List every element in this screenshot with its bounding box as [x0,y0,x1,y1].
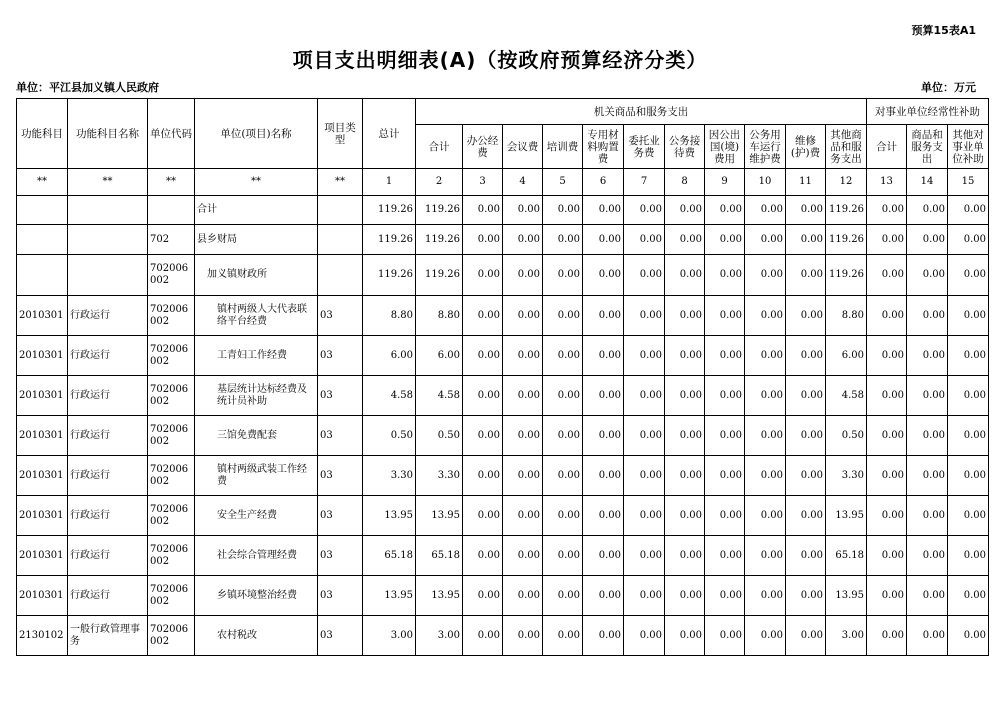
cell-value-9: 0.00 [705,376,745,416]
header-sub-7: 公务接待费 [665,125,705,169]
cell-value-14: 0.00 [907,336,948,376]
header-sub-9: 公务用车运行维护费 [745,125,786,169]
cell-value-14: 0.00 [907,376,948,416]
cell-value-7: 0.00 [624,376,665,416]
cell-value-8: 0.00 [665,225,705,255]
cell-value-6: 0.00 [583,536,624,576]
cell-value-9: 0.00 [705,296,745,336]
cell-value-13: 0.00 [867,496,907,536]
cell-value-1: 4.58 [363,376,416,416]
column-index-2: ** [148,169,195,196]
cell-value-2: 6.00 [416,336,463,376]
cell-value-12: 4.58 [826,376,867,416]
cell-value-13: 0.00 [867,416,907,456]
cell-value-15: 0.00 [948,456,989,496]
cell-value-15: 0.00 [948,496,989,536]
cell-value-10: 0.00 [745,336,786,376]
cell-func-code [17,196,68,225]
cell-value-5: 0.00 [543,416,583,456]
cell-value-11: 0.00 [786,225,826,255]
header-func-code: 功能科目 [17,99,68,169]
cell-value-3: 0.00 [463,456,503,496]
cell-func-name: 行政运行 [68,376,148,416]
cell-value-7: 0.00 [624,456,665,496]
table-row [17,376,989,416]
cell-value-5: 0.00 [543,456,583,496]
cell-project-name: 安全生产经费 [195,496,318,536]
cell-value-1: 13.95 [363,576,416,616]
cell-value-13: 0.00 [867,255,907,296]
cell-value-2: 13.95 [416,576,463,616]
cell-value-1: 119.26 [363,196,416,225]
cell-value-10: 0.00 [745,536,786,576]
header-sub-14: 其他对事业单位补助 [948,125,989,169]
column-index-8: 4 [503,169,543,196]
cell-project-type: 03 [318,296,363,336]
cell-value-6: 0.00 [583,296,624,336]
column-index-19: 15 [948,169,989,196]
cell-value-13: 0.00 [867,336,907,376]
cell-value-9: 0.00 [705,336,745,376]
column-index-10: 6 [583,169,624,196]
cell-value-13: 0.00 [867,296,907,336]
table-row [17,536,989,576]
cell-func-name: 行政运行 [68,576,148,616]
cell-value-9: 0.00 [705,196,745,225]
cell-value-11: 0.00 [786,196,826,225]
cell-value-13: 0.00 [867,456,907,496]
cell-value-7: 0.00 [624,255,665,296]
cell-value-7: 0.00 [624,296,665,336]
cell-value-3: 0.00 [463,416,503,456]
cell-value-8: 0.00 [665,496,705,536]
cell-value-14: 0.00 [907,296,948,336]
cell-unit-code: 702006 002 [148,576,195,616]
column-index-3: ** [195,169,318,196]
column-index-17: 13 [867,169,907,196]
cell-value-5: 0.00 [543,336,583,376]
header-sub-6: 委托业务费 [624,125,665,169]
cell-func-name: 行政运行 [68,296,148,336]
cell-value-14: 0.00 [907,496,948,536]
cell-value-2: 3.30 [416,456,463,496]
column-index-1: ** [68,169,148,196]
header-group-subsidy: 对事业单位经常性补助 [867,99,989,125]
header-sub-1: 合计 [416,125,463,169]
cell-value-15: 0.00 [948,196,989,225]
header-sub-5: 专用材料购置费 [583,125,624,169]
cell-value-7: 0.00 [624,225,665,255]
column-index-9: 5 [543,169,583,196]
cell-project-type: 03 [318,376,363,416]
cell-value-5: 0.00 [543,196,583,225]
cell-value-12: 3.00 [826,616,867,656]
header-sub-12: 合计 [867,125,907,169]
column-index-18: 14 [907,169,948,196]
cell-value-3: 0.00 [463,196,503,225]
cell-value-14: 0.00 [907,576,948,616]
cell-value-14: 0.00 [907,196,948,225]
header-sub-3: 会议费 [503,125,543,169]
cell-func-name [68,196,148,225]
cell-value-5: 0.00 [543,536,583,576]
cell-project-type: 03 [318,416,363,456]
cell-unit-code: 702006 002 [148,416,195,456]
table-row [17,616,989,656]
cell-value-11: 0.00 [786,376,826,416]
cell-value-10: 0.00 [745,456,786,496]
header-total: 总计 [363,99,416,169]
cell-value-12: 3.30 [826,456,867,496]
cell-project-name: 农村税改 [195,616,318,656]
header-sub-8: 因公出国(境)费用 [705,125,745,169]
cell-value-4: 0.00 [503,296,543,336]
cell-project-name: 社会综合管理经费 [195,536,318,576]
cell-value-7: 0.00 [624,616,665,656]
cell-value-11: 0.00 [786,255,826,296]
cell-func-code: 2010301 [17,496,68,536]
cell-value-13: 0.00 [867,225,907,255]
cell-value-9: 0.00 [705,456,745,496]
cell-value-9: 0.00 [705,416,745,456]
header-unit-name: 单位(项目)名称 [195,99,318,169]
cell-value-14: 0.00 [907,225,948,255]
cell-value-1: 0.50 [363,416,416,456]
cell-value-8: 0.00 [665,255,705,296]
cell-project-type [318,196,363,225]
cell-value-5: 0.00 [543,496,583,536]
cell-project-name: 三馆免费配套 [195,416,318,456]
cell-value-14: 0.00 [907,536,948,576]
column-index-14: 10 [745,169,786,196]
cell-value-6: 0.00 [583,336,624,376]
table-row [17,296,989,336]
column-index-0: ** [17,169,68,196]
cell-value-8: 0.00 [665,416,705,456]
cell-func-name [68,255,148,296]
cell-value-1: 3.30 [363,456,416,496]
cell-value-12: 13.95 [826,576,867,616]
cell-value-8: 0.00 [665,336,705,376]
header-sub-4: 培训费 [543,125,583,169]
cell-project-name: 基层统计达标经费及统计员补助 [195,376,318,416]
cell-project-name: 镇村两级武装工作经费 [195,456,318,496]
cell-value-1: 3.00 [363,616,416,656]
cell-value-1: 119.26 [363,225,416,255]
cell-project-type: 03 [318,576,363,616]
table-row [17,576,989,616]
cell-value-11: 0.00 [786,536,826,576]
cell-value-6: 0.00 [583,416,624,456]
cell-func-code: 2010301 [17,376,68,416]
cell-func-name: 行政运行 [68,336,148,376]
cell-value-8: 0.00 [665,296,705,336]
cell-value-6: 0.00 [583,456,624,496]
cell-value-3: 0.00 [463,336,503,376]
header-unit-code: 单位代码 [148,99,195,169]
table-row [17,496,989,536]
cell-project-type: 03 [318,336,363,376]
cell-project-name: 乡镇环境整治经费 [195,576,318,616]
table-row [17,456,989,496]
cell-value-6: 0.00 [583,376,624,416]
cell-value-4: 0.00 [503,196,543,225]
cell-project-name: 镇村两级人大代表联络平台经费 [195,296,318,336]
cell-unit-code: 702006 002 [148,296,195,336]
column-index-11: 7 [624,169,665,196]
header-sub-11: 其他商品和服务支出 [826,125,867,169]
cell-value-6: 0.00 [583,616,624,656]
budget-table [16,98,989,656]
cell-value-6: 0.00 [583,196,624,225]
header-func-name: 功能科目名称 [68,99,148,169]
cell-value-9: 0.00 [705,536,745,576]
cell-value-4: 0.00 [503,536,543,576]
header-sub-10: 维修(护)费 [786,125,826,169]
cell-value-4: 0.00 [503,416,543,456]
cell-value-2: 119.26 [416,225,463,255]
cell-value-7: 0.00 [624,496,665,536]
cell-value-5: 0.00 [543,296,583,336]
cell-value-1: 65.18 [363,536,416,576]
cell-value-10: 0.00 [745,255,786,296]
cell-func-name: 一般行政管理事务 [68,616,148,656]
cell-value-15: 0.00 [948,376,989,416]
cell-value-4: 0.00 [503,616,543,656]
cell-unit-code: 702006 002 [148,496,195,536]
cell-value-12: 65.18 [826,536,867,576]
cell-value-12: 119.26 [826,196,867,225]
cell-value-14: 0.00 [907,255,948,296]
table-row [17,196,989,225]
cell-value-1: 6.00 [363,336,416,376]
cell-value-13: 0.00 [867,196,907,225]
cell-value-7: 0.00 [624,336,665,376]
cell-value-5: 0.00 [543,255,583,296]
cell-value-1: 13.95 [363,496,416,536]
cell-project-name: 加义镇财政所 [195,255,318,296]
table-row [17,416,989,456]
header-group-goods-services: 机关商品和服务支出 [416,99,867,125]
column-index-4: ** [318,169,363,196]
cell-value-3: 0.00 [463,225,503,255]
cell-value-12: 119.26 [826,225,867,255]
cell-unit-code: 702006 002 [148,536,195,576]
cell-value-7: 0.00 [624,536,665,576]
cell-value-3: 0.00 [463,255,503,296]
cell-func-code: 2010301 [17,296,68,336]
cell-value-15: 0.00 [948,336,989,376]
cell-value-6: 0.00 [583,576,624,616]
cell-value-9: 0.00 [705,225,745,255]
cell-value-15: 0.00 [948,536,989,576]
cell-func-name: 行政运行 [68,496,148,536]
table-row [17,336,989,376]
cell-value-10: 0.00 [745,416,786,456]
form-code: 预算15表A1 [911,24,976,37]
cell-value-2: 119.26 [416,255,463,296]
cell-value-6: 0.00 [583,496,624,536]
cell-value-10: 0.00 [745,196,786,225]
cell-value-11: 0.00 [786,496,826,536]
cell-value-9: 0.00 [705,576,745,616]
cell-value-11: 0.00 [786,616,826,656]
table-row [17,255,989,296]
cell-value-8: 0.00 [665,456,705,496]
cell-value-6: 0.00 [583,255,624,296]
cell-value-7: 0.00 [624,416,665,456]
cell-value-7: 0.00 [624,196,665,225]
cell-unit-code: 702006 002 [148,376,195,416]
cell-value-11: 0.00 [786,576,826,616]
cell-value-15: 0.00 [948,576,989,616]
column-index-15: 11 [786,169,826,196]
cell-value-4: 0.00 [503,456,543,496]
cell-value-8: 0.00 [665,576,705,616]
header-project-type: 项目类型 [318,99,363,169]
cell-value-4: 0.00 [503,225,543,255]
cell-value-10: 0.00 [745,225,786,255]
cell-value-8: 0.00 [665,536,705,576]
cell-value-10: 0.00 [745,376,786,416]
cell-value-5: 0.00 [543,376,583,416]
cell-func-name: 行政运行 [68,416,148,456]
cell-value-8: 0.00 [665,196,705,225]
cell-project-name: 合计 [195,196,318,225]
cell-value-11: 0.00 [786,416,826,456]
cell-value-12: 6.00 [826,336,867,376]
cell-value-10: 0.00 [745,576,786,616]
cell-value-15: 0.00 [948,296,989,336]
cell-value-15: 0.00 [948,616,989,656]
cell-value-8: 0.00 [665,616,705,656]
cell-unit-code: 702006 002 [148,456,195,496]
cell-value-11: 0.00 [786,296,826,336]
cell-value-13: 0.00 [867,376,907,416]
column-index-12: 8 [665,169,705,196]
cell-func-code [17,255,68,296]
cell-value-3: 0.00 [463,376,503,416]
cell-value-10: 0.00 [745,496,786,536]
unit-org-label: 单位：平江县加义镇人民政府 [16,81,159,94]
cell-value-2: 3.00 [416,616,463,656]
cell-value-12: 0.50 [826,416,867,456]
cell-value-4: 0.00 [503,376,543,416]
cell-value-13: 0.00 [867,536,907,576]
cell-value-1: 8.80 [363,296,416,336]
cell-value-9: 0.00 [705,496,745,536]
cell-project-name: 县乡财局 [195,225,318,255]
cell-value-5: 0.00 [543,576,583,616]
header-sub-2: 办公经费 [463,125,503,169]
cell-value-4: 0.00 [503,496,543,536]
cell-func-name: 行政运行 [68,536,148,576]
cell-value-3: 0.00 [463,576,503,616]
cell-project-type: 03 [318,536,363,576]
cell-value-3: 0.00 [463,616,503,656]
cell-project-name: 工青妇工作经费 [195,336,318,376]
cell-value-7: 0.00 [624,576,665,616]
cell-value-14: 0.00 [907,456,948,496]
cell-project-type: 03 [318,456,363,496]
cell-value-2: 4.58 [416,376,463,416]
cell-value-12: 13.95 [826,496,867,536]
header-sub-13: 商品和服务支出 [907,125,948,169]
cell-value-12: 119.26 [826,255,867,296]
cell-func-code: 2010301 [17,536,68,576]
cell-value-9: 0.00 [705,255,745,296]
cell-value-2: 8.80 [416,296,463,336]
cell-func-name [68,225,148,255]
cell-value-10: 0.00 [745,616,786,656]
cell-value-2: 119.26 [416,196,463,225]
table-row [17,225,989,255]
cell-project-type: 03 [318,496,363,536]
cell-project-type: 03 [318,616,363,656]
cell-value-4: 0.00 [503,576,543,616]
cell-value-12: 8.80 [826,296,867,336]
cell-value-5: 0.00 [543,616,583,656]
cell-project-type [318,255,363,296]
cell-func-code: 2010301 [17,456,68,496]
column-index-7: 3 [463,169,503,196]
cell-value-13: 0.00 [867,616,907,656]
cell-value-2: 0.50 [416,416,463,456]
cell-value-6: 0.00 [583,225,624,255]
cell-value-14: 0.00 [907,416,948,456]
cell-value-10: 0.00 [745,296,786,336]
cell-value-13: 0.00 [867,576,907,616]
cell-unit-code [148,196,195,225]
cell-value-3: 0.00 [463,296,503,336]
cell-value-11: 0.00 [786,456,826,496]
cell-value-9: 0.00 [705,616,745,656]
cell-value-4: 0.00 [503,255,543,296]
cell-func-code: 2130102 [17,616,68,656]
cell-func-name: 行政运行 [68,456,148,496]
cell-func-code: 2010301 [17,576,68,616]
cell-value-2: 65.18 [416,536,463,576]
cell-unit-code: 702 [148,225,195,255]
cell-value-15: 0.00 [948,255,989,296]
cell-value-14: 0.00 [907,616,948,656]
cell-value-3: 0.00 [463,496,503,536]
column-index-13: 9 [705,169,745,196]
cell-func-code: 2010301 [17,416,68,456]
cell-project-type [318,225,363,255]
cell-value-4: 0.00 [503,336,543,376]
page-title: 项目支出明细表(A)（按政府预算经济分类） [292,48,708,72]
cell-value-1: 119.26 [363,255,416,296]
column-index-16: 12 [826,169,867,196]
column-index-6: 2 [416,169,463,196]
cell-value-3: 0.00 [463,536,503,576]
cell-unit-code: 702006 002 [148,616,195,656]
cell-unit-code: 702006 002 [148,336,195,376]
cell-value-15: 0.00 [948,225,989,255]
cell-value-8: 0.00 [665,376,705,416]
cell-value-11: 0.00 [786,336,826,376]
unit-money-label: 单位：万元 [921,81,976,94]
cell-func-code [17,225,68,255]
cell-unit-code: 702006 002 [148,255,195,296]
cell-func-code: 2010301 [17,336,68,376]
cell-value-5: 0.00 [543,225,583,255]
column-index-5: 1 [363,169,416,196]
cell-value-15: 0.00 [948,416,989,456]
cell-value-2: 13.95 [416,496,463,536]
